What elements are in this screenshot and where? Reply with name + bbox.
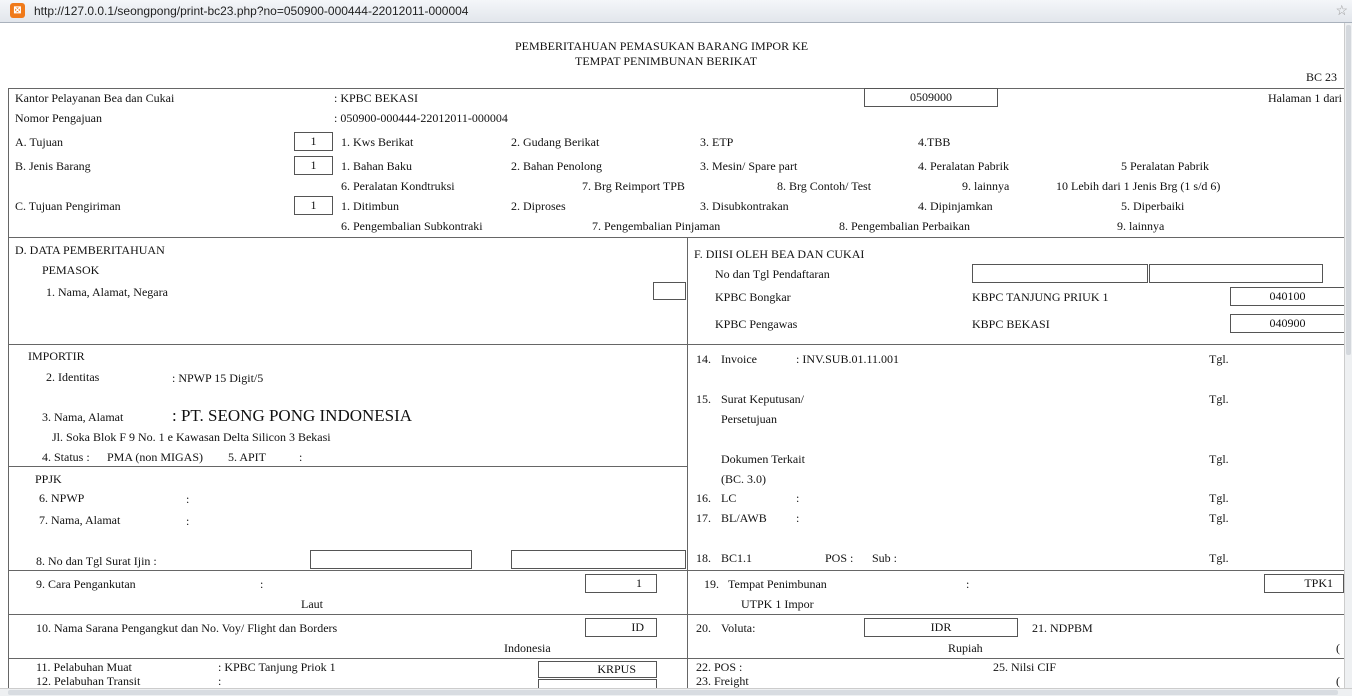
lc-colon: : [796,491,800,505]
pelabuhan-muat-value: : KPBC Tanjung Priok 1 [218,660,336,674]
nama-label: 3. Nama, Alamat [42,410,124,424]
jenis-option: 9. lainnya [962,179,1010,193]
jenis-option: 2. Bahan Penolong [511,159,602,173]
divider [8,88,1352,89]
penimbunan-box: TPK1 [1264,574,1344,593]
apit-label: 5. APIT [228,450,267,464]
pengiriman-option: 9. lainnya [1117,219,1165,233]
divider [8,237,1352,238]
invoice-value: : INV.SUB.01.11.001 [796,352,900,366]
penimbunan-colon: : [966,577,970,591]
section-d-title: D. DATA PEMBERITAHUAN [15,243,165,257]
tujuan-label: A. Tujuan [15,135,64,149]
bc-label: BC1.1 [721,551,753,565]
bongkar-name: KBPC TANJUNG PRIUK 1 [972,290,1109,304]
pengawas-code-box: 040900 [1230,314,1345,333]
ppjk-title: PPJK [35,472,62,486]
invoice-tgl: Tgl. [1209,352,1229,366]
ppjk-colon: : [186,492,190,506]
section-f-title: F. DIISI OLEH BEA DAN CUKAI [694,247,865,261]
pengiriman-option: 7. Pengembalian Pinjaman [592,219,721,233]
pengiriman-option: 6. Pengembalian Subkontraki [341,219,483,233]
pelabuhan-transit-colon: : [218,674,222,688]
scroll-thumb[interactable] [1346,25,1351,355]
kantor-label: Kantor Pelayanan Bea dan Cukai [15,91,175,105]
sarana-box: ID [585,618,657,637]
pengiriman-option: 3. Disubkontrakan [700,199,789,213]
pelabuhan-transit-label: 12. Pelabuhan Transit [36,674,141,688]
apit-colon: : [299,450,303,464]
pengawas-name: KBPC BEKASI [972,317,1050,331]
address-bar[interactable] [0,0,1352,23]
ndpbm-label: 21. NDPBM [1032,621,1093,635]
form-title-line1: PEMBERITAHUAN PEMASUKAN BARANG IMPOR KE [515,39,809,53]
xampp-icon: ⊠ [10,3,25,18]
status-label: 4. Status : [42,450,90,464]
divider [687,237,688,690]
pengawas-label: KPBC Pengawas [715,317,798,331]
valuta-label: Voluta: [721,621,756,635]
sarana-desc: Indonesia [504,641,551,655]
dok-tgl: Tgl. [1209,452,1229,466]
identitas-value: : NPWP 15 Digit/5 [172,371,264,385]
tujuan-option: 4.TBB [918,135,951,149]
divider [8,614,1352,615]
status-value: PMA (non MIGAS) [107,450,204,464]
ndpbm-paren: ( [1336,641,1340,655]
sk-tgl: Tgl. [1209,392,1229,406]
horizontal-scrollbar[interactable] [0,688,1352,696]
bc-pos: POS : [825,551,854,565]
pengiriman-option: 2. Diproses [511,199,566,213]
bc-tgl: Tgl. [1209,551,1229,565]
cara-pengangkutan-label: 9. Cara Pengankutan [36,577,136,591]
sk-label: Surat Keputusan/ [721,392,804,406]
sk-no: 15. [696,392,711,406]
scroll-thumb[interactable] [8,690,1338,695]
jenis-option: 3. Mesin/ Spare part [700,159,798,173]
bl-colon: : [796,511,800,525]
tgl-pendaftaran-box [1149,264,1323,283]
pengiriman-option: 4. Dipinjamkan [918,199,993,213]
divider [8,570,1352,571]
alamat-value: Jl. Soka Blok F 9 No. 1 e Kawasan Delta Silicon 3 Bekasi [52,430,331,444]
tujuan-option: 2. Gudang Berikat [511,135,600,149]
lc-tgl: Tgl. [1209,491,1229,505]
no-tgl-label: No dan Tgl Pendaftaran [715,267,830,281]
sarana-label: 10. Nama Sarana Pengangkut dan No. Voy/ Flight dan Borders [36,621,338,635]
surat-ijin-no-box [310,550,472,569]
invoice-label: Invoice [721,352,757,366]
cara-box: 1 [585,574,657,593]
pengiriman-box: 1 [294,196,333,215]
bl-no: 17. [696,511,711,525]
no-pendaftaran-box [972,264,1148,283]
url-text[interactable]: http://127.0.0.1/seongpong/print-bc23.php?no=050900-000444-22012011-000004 [34,4,469,18]
jenis-option: 7. Brg Reimport TPB [582,179,685,193]
ppjk-nama-label: 7. Nama, Alamat [39,513,121,527]
bc-no: 18. [696,551,711,565]
identitas-label: 2. Identitas [46,370,100,384]
sk-label2: Persetujuan [721,412,777,426]
pemasok-negara-box [653,282,686,300]
divider [8,466,687,467]
jenis-box: 1 [294,156,333,175]
cif-paren: ( [1336,674,1340,688]
jenis-label: B. Jenis Barang [15,159,91,173]
nama-value: : PT. SEONG PONG INDONESIA [172,406,413,425]
lc-no: 16. [696,491,711,505]
jenis-option: 5 Peralatan Pabrik [1121,159,1209,173]
tujuan-option: 3. ETP [700,135,734,149]
pelabuhan-muat-label: 11. Pelabuhan Muat [36,660,132,674]
tujuan-box: 1 [294,132,333,151]
pelabuhan-muat-box: KRPUS [538,661,657,678]
pengiriman-option: 8. Pengembalian Perbaikan [839,219,970,233]
pemasok-nama-label: 1. Nama, Alamat, Negara [46,285,168,299]
divider [8,88,9,690]
jenis-option: 4. Peralatan Pabrik [918,159,1009,173]
nilai-cif-label: 25. Nilsi CIF [993,660,1057,674]
nomor-value: : 050900-000444-22012011-000004 [334,111,508,125]
ppjk-colon: : [186,514,190,528]
pengiriman-option: 1. Ditimbun [341,199,400,213]
ppjk-npwp-label: 6. NPWP [39,491,85,505]
freight-label: 23. Freight [696,674,749,688]
form-code: BC 23 [1306,70,1338,84]
dok-label: Dokumen Terkait [721,452,805,466]
jenis-option: 10 Lebih dari 1 Jenis Brg (1 s/d 6) [1056,179,1221,193]
bl-tgl: Tgl. [1209,511,1229,525]
tujuan-option: 1. Kws Berikat [341,135,414,149]
bl-label: BL/AWB [721,511,767,525]
surat-ijin-label: 8. No dan Tgl Surat Ijin : [36,554,157,568]
pemasok-label: PEMASOK [42,263,100,277]
bookmark-star-icon[interactable]: ☆ [1335,2,1348,18]
halaman: Halaman 1 dari [1268,91,1342,105]
pengiriman-label: C. Tujuan Pengiriman [15,199,121,213]
valuta-box: IDR [864,618,1018,637]
vertical-scrollbar[interactable] [1344,23,1352,690]
dok-label2: (BC. 3.0) [721,472,766,486]
kantor-value: : KPBC BEKASI [334,91,419,105]
bongkar-code-box: 040100 [1230,287,1345,306]
pengiriman-option: 5. Diperbaiki [1121,199,1185,213]
kantor-code-box: 0509000 [864,88,998,107]
surat-ijin-tgl-box [511,550,686,569]
penimbunan-no: 19. [704,577,719,591]
bongkar-label: KPBC Bongkar [715,290,791,304]
jenis-option: 6. Peralatan Kondtruksi [341,179,455,193]
valuta-desc: Rupiah [948,641,983,655]
valuta-no: 20. [696,621,711,635]
lc-label: LC [721,491,737,505]
cara-desc: Laut [301,597,323,611]
divider [8,658,1352,659]
bc-sub: Sub : [872,551,898,565]
pos-label: 22. POS : [696,660,743,674]
cara-colon: : [260,577,264,591]
jenis-option: 8. Brg Contoh/ Test [777,179,872,193]
divider [8,344,1352,345]
nomor-label: Nomor Pengajuan [15,111,102,125]
penimbunan-label: Tempat Penimbunan [728,577,827,591]
invoice-no: 14. [696,352,711,366]
penimbunan-desc: UTPK 1 Impor [741,597,814,611]
form-title-line2: TEMPAT PENIMBUNAN BERIKAT [575,54,758,68]
jenis-option: 1. Bahan Baku [341,159,412,173]
importir-title: IMPORTIR [28,349,85,363]
